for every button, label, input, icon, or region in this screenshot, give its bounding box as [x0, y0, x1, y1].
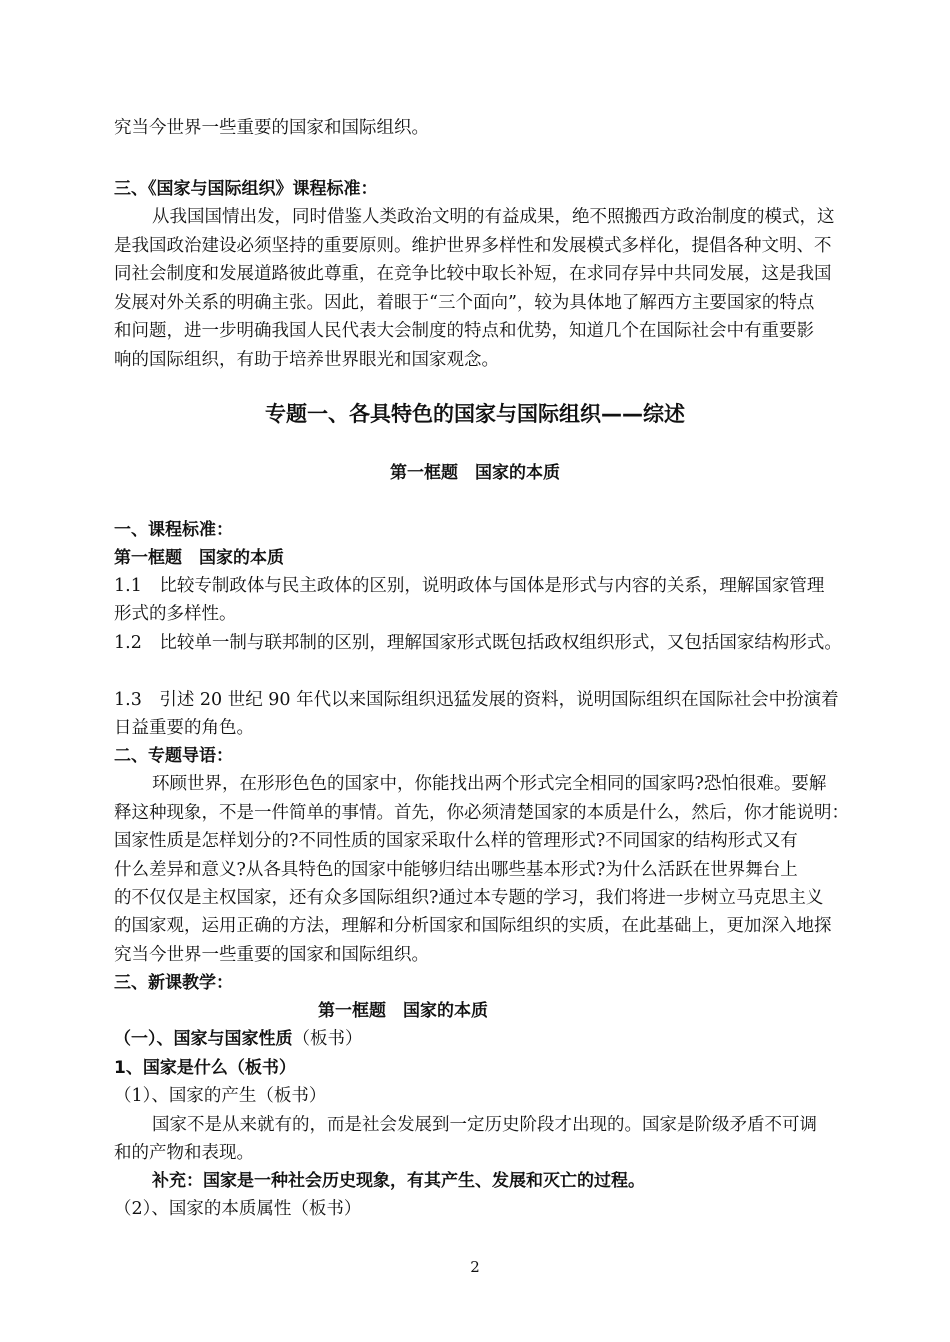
page-number: 2	[470, 1258, 480, 1276]
paragraph-line: 究当今世界一些重要的国家和国际组织。	[114, 945, 429, 965]
section-heading: 三、《国家与国际组织》课程标准：	[114, 179, 378, 199]
paragraph-line: 1.3 引述 20 世纪 90 年代以来国际组织迅猛发展的资料，说明国际组织在国际社会中扮演着	[114, 690, 839, 710]
paragraph-line: 的不仅仅是主权国家，还有众多国际组织?通过本专题的学习，我们将进一步树立马克思主义	[114, 888, 824, 908]
paragraph-line: 1.2 比较单一制与联邦制的区别，理解国家形式既包括政权组织形式，又包括国家结构形式。	[114, 633, 842, 653]
paragraph-line: （2）、国家的本质属性（板书）	[114, 1199, 362, 1219]
subheading: （一）、国家与国家性质	[114, 1029, 293, 1049]
paragraph-line: 响的国际组织，有助于培养世界眼光和国家观念。	[114, 350, 499, 370]
paragraph-line: 形式的多样性。	[114, 604, 237, 624]
paragraph-line: 同社会制度和发展道路彼此尊重，在竞争比较中取长补短，在求同存异中共同发展，这是我国	[114, 264, 832, 284]
paragraph-line: 和问题，进一步明确我国人民代表大会制度的特点和优势，知道几个在国际社会中有重要影	[114, 321, 814, 341]
lesson-title: 第一框题 国家的本质	[318, 1001, 488, 1021]
paragraph-line: （1）、国家的产生（板书）	[114, 1086, 327, 1106]
paragraph-line: 国家不是从来就有的，而是社会发展到一定历史阶段才出现的。国家是阶级矛盾不可调	[152, 1115, 817, 1135]
board-note: （板书）	[292, 1029, 363, 1049]
paragraph-line: 是我国政治建设必须坚持的重要原则。维护世界多样性和发展模式多样化，提倡各种文明、不	[114, 236, 832, 256]
paragraph-line: 发展对外关系的明确主张。因此，着眼于“三个面向”，较为具体地了解西方主要国家的特点	[114, 293, 815, 313]
section-heading: 三、新课教学：	[114, 973, 233, 993]
topic-title: 专题一、各具特色的国家与国际组织——综述	[265, 402, 685, 426]
subheading-line	[114, 1027, 363, 1051]
paragraph-line: 环顾世界，在形形色色的国家中，你能找出两个形式完全相同的国家吗?恐怕很难。要解	[152, 774, 827, 794]
paragraph-line: 国家性质是怎样划分的?不同性质的国家采取什么样的管理形式?不同国家的结构形式又有	[114, 831, 798, 851]
paragraph-line: 1.1 比较专制政体与民主政体的区别，说明政体与国体是形式与内容的关系，理解国家管理	[114, 576, 825, 596]
paragraph-line: 的国家观，运用正确的方法，理解和分析国家和国际组织的实质，在此基础上，更加深入地探	[114, 916, 832, 936]
section-heading: 二、专题导语：	[114, 746, 233, 766]
paragraph-line: 从我国国情出发，同时借鉴人类政治文明的有益成果，绝不照搬西方政治制度的模式，这	[152, 207, 835, 227]
subheading: 1、国家是什么（板书）	[114, 1058, 296, 1078]
section-heading: 一、课程标准：	[114, 520, 233, 540]
paragraph-line: 和的产物和表现。	[114, 1143, 254, 1163]
paragraph-line: 究当今世界一些重要的国家和国际组织。	[114, 118, 429, 138]
lesson-title: 第一框题 国家的本质	[390, 463, 560, 483]
paragraph-line: 释这种现象，不是一件简单的事情。首先，你必须清楚国家的本质是什么，然后，你才能说明：	[114, 803, 849, 823]
subheading: 第一框题 国家的本质	[114, 548, 284, 568]
paragraph-line: 日益重要的角色。	[114, 718, 254, 738]
supplement-note: 补充：国家是一种社会历史现象，有其产生、发展和灭亡的过程。	[152, 1171, 645, 1191]
paragraph-line: 什么差异和意义?从各具特色的国家中能够归结出哪些基本形式?为什么活跃在世界舞台上	[114, 860, 798, 880]
